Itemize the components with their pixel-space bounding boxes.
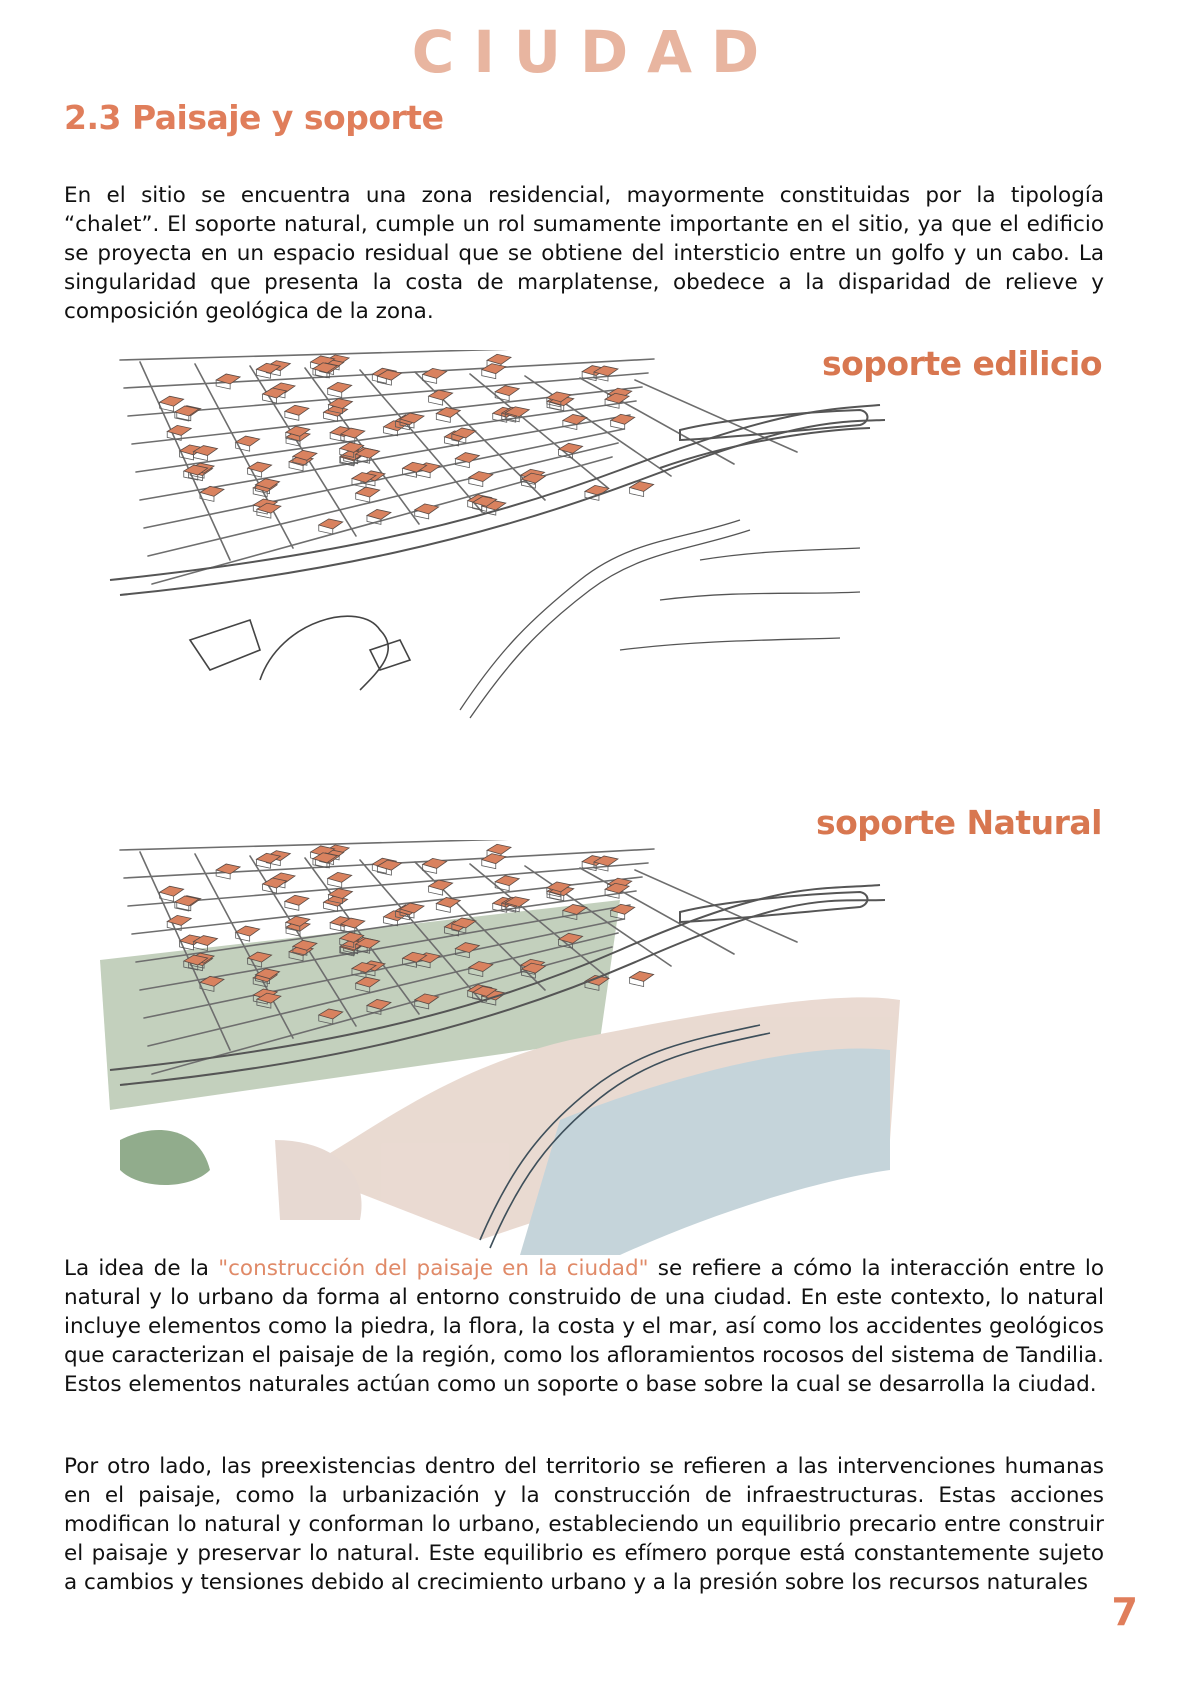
paragraph-text-end: se refiere a cómo la interacción entre lo natural y lo urbano da forma al entorno construido de una ciudad. En este contexto, lo natural incluye elementos como la piedra, la flora, la costa y el mar, así como los accidentes geológicos que caracterizan el paisaje de la región, como los afloramientos rocosos del sistema de Tandilia. Estos elementos naturales actúan como un soporte o base sobre la cual se desarrolla la ciudad.	[64, 1256, 1104, 1397]
soporte-natural-sketch	[100, 840, 980, 1255]
soporte-edilicio-sketch	[100, 350, 980, 775]
page-title: CIUDAD	[411, 18, 779, 86]
soporte-edilicio-label: soporte edilicio	[821, 344, 1102, 383]
construccion-paisaje-paragraph	[64, 1254, 1104, 1399]
intro-paragraph: En el sitio se encuentra una zona residencial, mayormente constituidas por la tipología “chalet”. El soporte natural, cumple un rol sumamente importante en el sitio, ya que el edificio se proyecta en un espacio residual que se obtiene del intersticio entre un golfo y un cabo. La singularidad que presenta la costa de marplatense, obedece a la disparidad de relieve y composición geológica de la zona.	[64, 183, 1104, 324]
soporte-natural-label: soporte Natural	[815, 803, 1102, 842]
highlighted-phrase: "construcción del paisaje en la ciudad"	[218, 1256, 649, 1281]
paragraph-text-start: La idea de la	[64, 1256, 219, 1281]
page-number: 7	[1111, 1590, 1138, 1634]
preexistencias-paragraph: Por otro lado, las preexistencias dentro del territorio se refieren a las intervenciones humanas en el paisaje, como la urbanización y la construcción de infraestructuras. Estas acciones modifican lo natural y conforman lo urbano, estableciendo un equilibrio precario entre construir el paisaje y preservar lo natural. Este equilibrio es efímero porque está constantemente sujeto a cambios y tensiones debido al crecimiento urbano y a la presión sobre los recursos naturales	[64, 1454, 1104, 1595]
section-heading: 2.3 Paisaje y soporte	[64, 98, 444, 137]
